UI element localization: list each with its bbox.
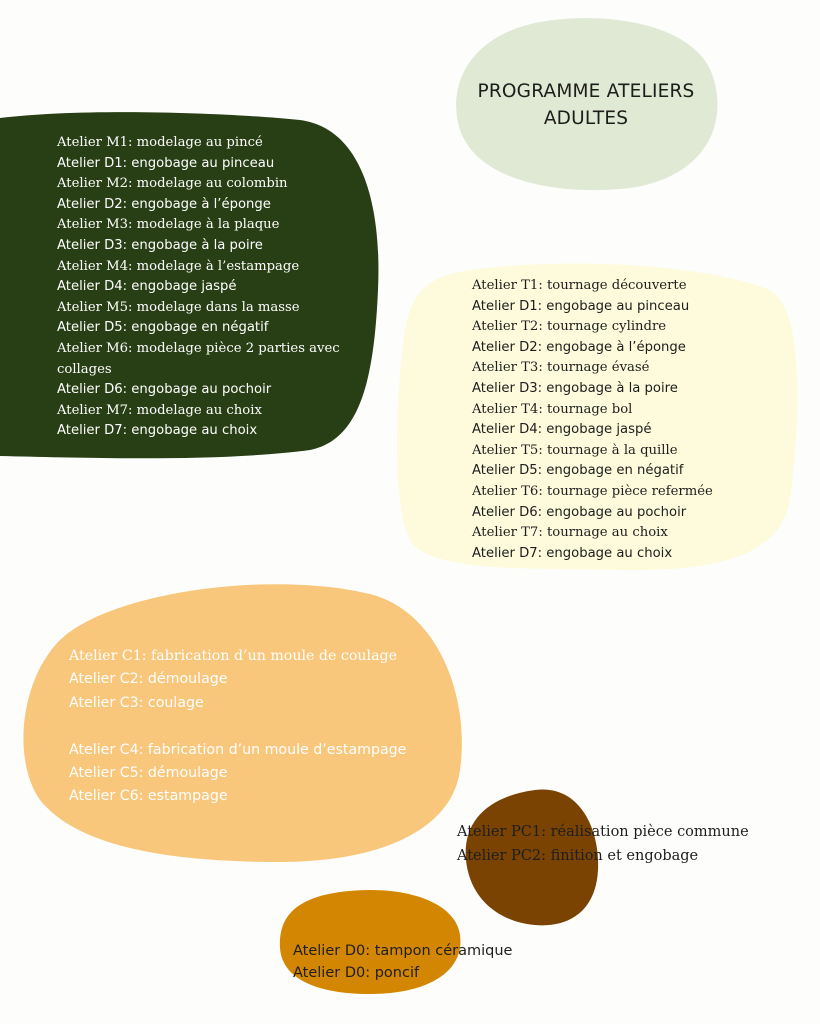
atelier-item: Atelier D1: engobage au pinceau [57,155,275,171]
atelier-item: Atelier T6: tournage pièce refermée [472,483,713,499]
modelage-list [57,133,377,442]
atelier-item: Atelier D0: tampon céramique [293,943,513,959]
atelier-item: Atelier C2: démoulage [69,671,228,688]
atelier-item: Atelier C5: démoulage [69,765,228,782]
tampon-list [293,940,593,984]
coulage-list [69,645,449,809]
atelier-item: Atelier PC1: réalisation pièce commune [457,824,749,840]
atelier-item: Atelier M4: modelage à l’estampage [57,258,300,274]
atelier-item: Atelier T7: tournage au choix [472,525,668,541]
atelier-item: Atelier M5: modelage dans la masse [57,299,300,315]
tournage-list [472,276,792,564]
atelier-item: Atelier M6: modelage pièce 2 parties avec collages [57,340,340,377]
atelier-item: Atelier T4: tournage bol [472,401,633,417]
atelier-item: Atelier D3: engobage à la poire [57,237,263,253]
atelier-item: Atelier M3: modelage à la plaque [57,217,280,233]
atelier-item: Atelier D2: engobage à l’éponge [57,196,271,212]
atelier-item: Atelier D1: engobage au pinceau [472,298,690,314]
atelier-item: Atelier D7: engobage au choix [472,545,673,561]
atelier-item: Atelier T2: tournage cylindre [472,319,667,335]
atelier-item: Atelier D4: engobage jaspé [57,279,237,295]
page-title [452,78,720,132]
atelier-item: Atelier M1: modelage au pincé [57,135,263,150]
atelier-item: Atelier D6: engobage au pochoir [472,504,687,520]
atelier-item: Atelier D4: engobage jaspé [472,422,652,438]
atelier-item: Atelier C4: fabrication d’un moule d’estampage [69,741,407,758]
atelier-item: Atelier D0: poncif [293,965,420,981]
atelier-item: Atelier D2: engobage à l’éponge [472,339,686,355]
list-spacer [69,715,449,738]
atelier-item: Atelier T1: tournage découverte [472,278,687,293]
atelier-item: Atelier C6: estampage [69,788,228,805]
atelier-item: Atelier D5: engobage en négatif [57,320,269,336]
atelier-item: Atelier M7: modelage au choix [57,402,262,418]
atelier-item: Atelier D7: engobage au choix [57,423,258,439]
atelier-item: Atelier M2: modelage au colombin [57,176,288,192]
atelier-item: Atelier C1: fabrication d’un moule de coulage [69,648,398,664]
atelier-item: Atelier T5: tournage à la quille [472,442,678,458]
piece-commune-list [457,820,777,868]
atelier-item: Atelier D5: engobage en négatif [472,463,684,479]
atelier-item: Atelier C3: coulage [69,694,204,711]
page-title-line-2: ADULTES [543,108,629,129]
atelier-item: Atelier D3: engobage à la poire [472,380,678,396]
page-title-line-1: PROGRAMME ATELIERS [477,81,695,102]
atelier-item: Atelier PC2: finition et engobage [457,848,699,864]
atelier-item: Atelier D6: engobage au pochoir [57,382,272,398]
atelier-item: Atelier T3: tournage évasé [472,360,650,376]
